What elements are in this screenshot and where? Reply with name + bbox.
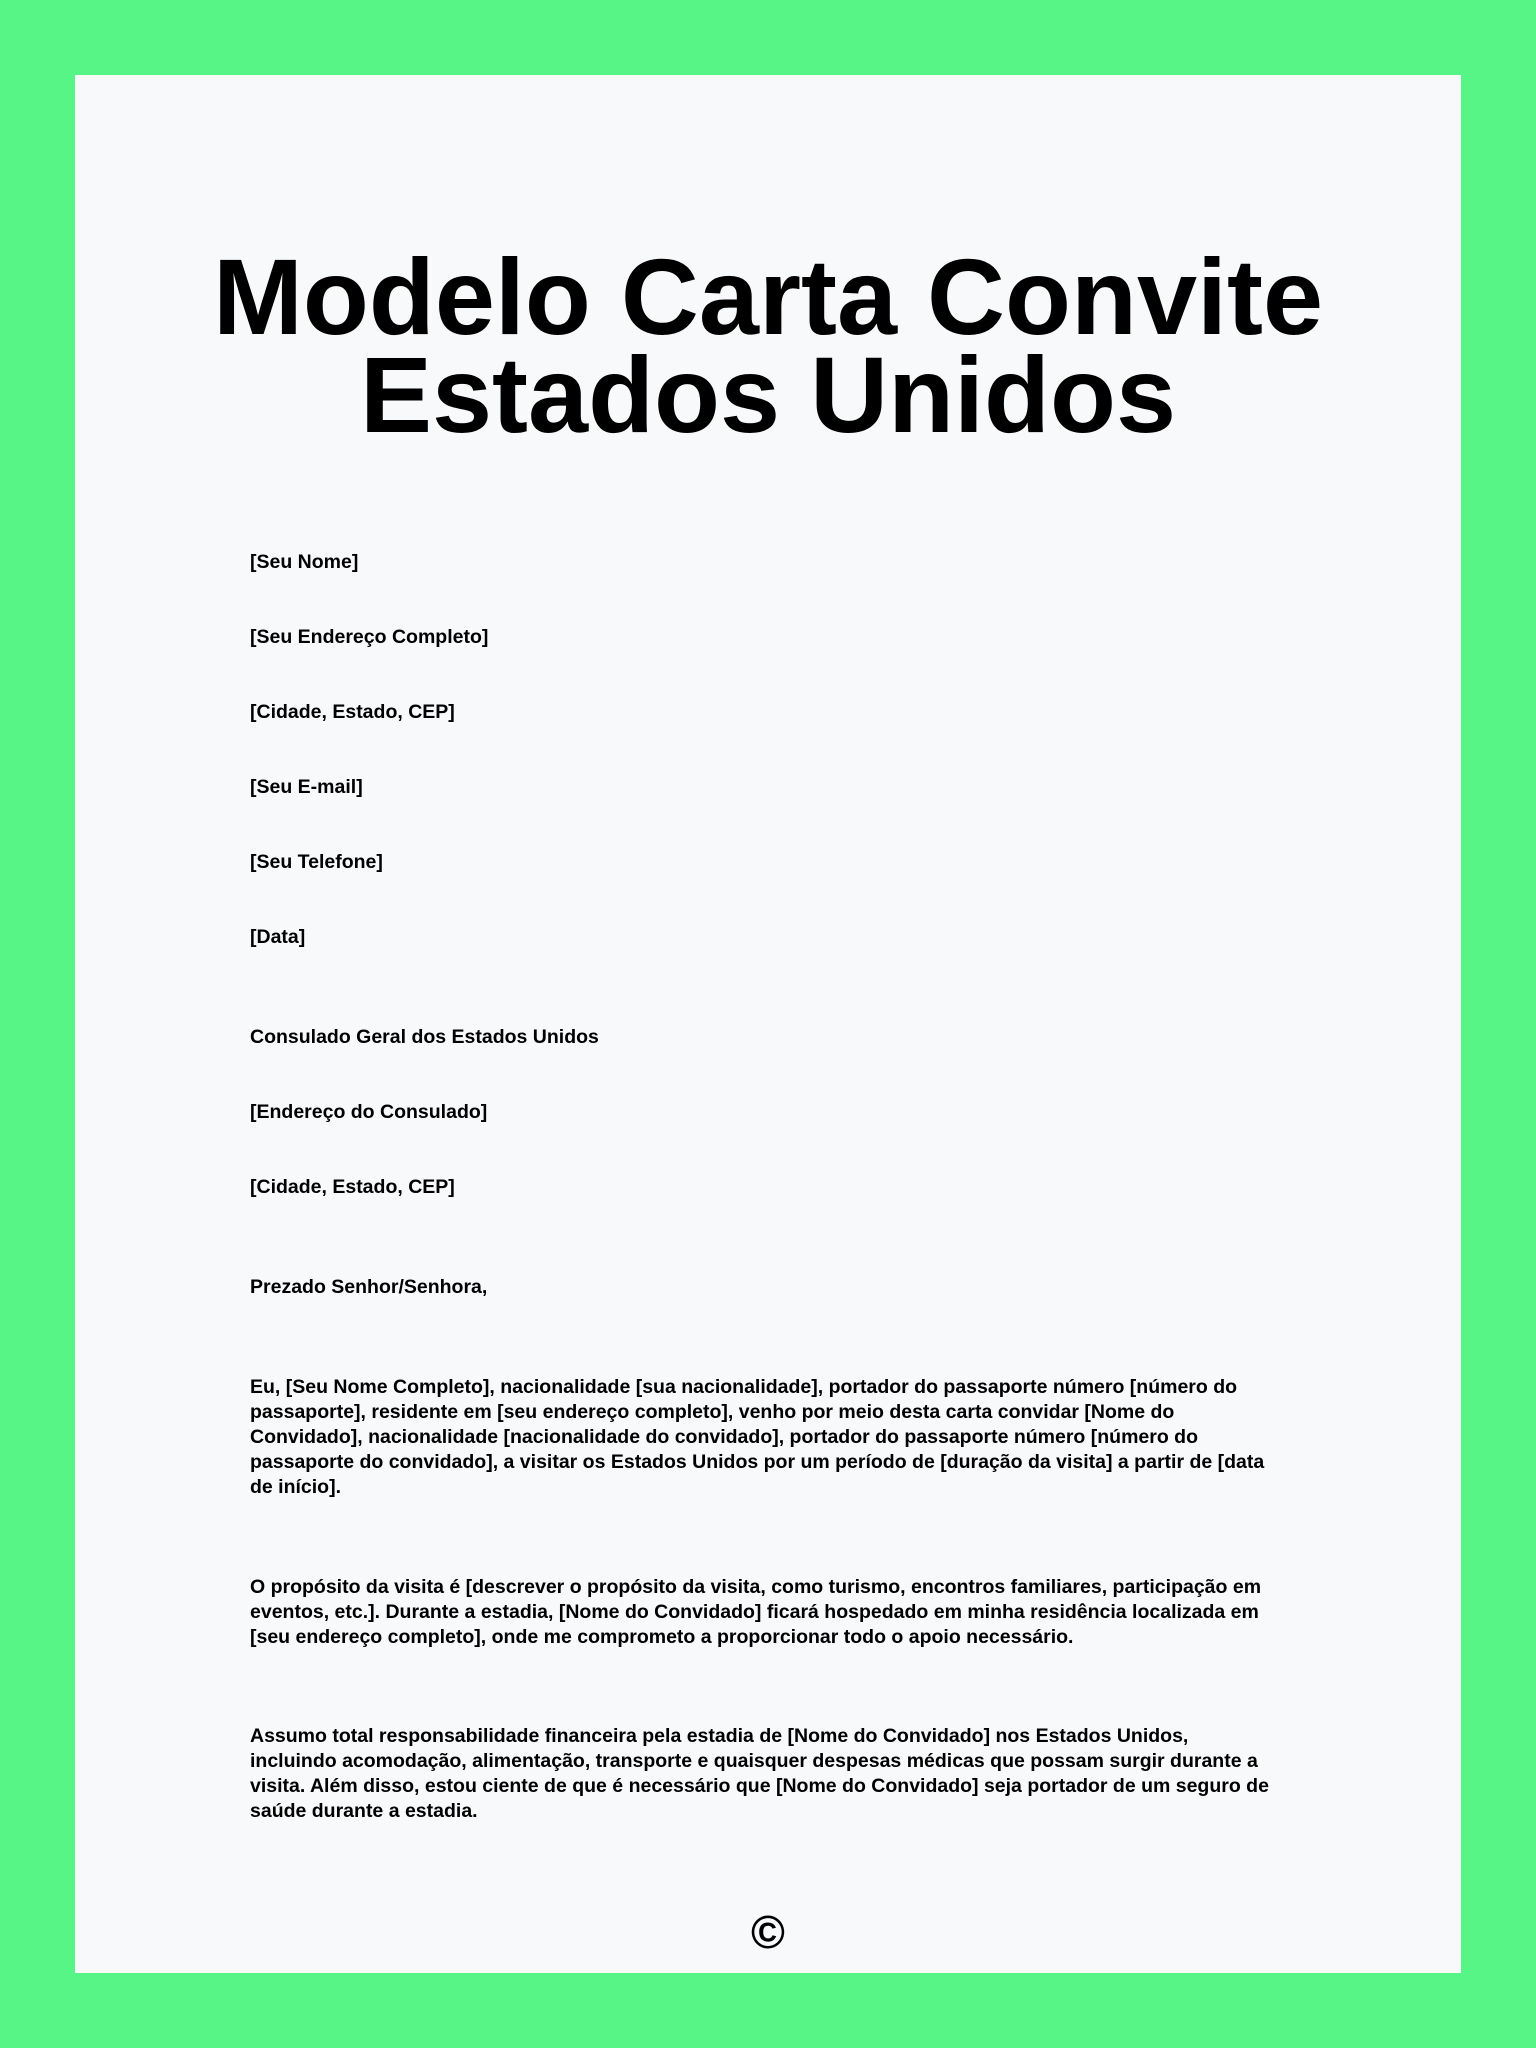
greeting: Prezado Senhor/Senhora, — [250, 1276, 488, 1298]
title-line-1: Modelo Carta Convite — [212, 236, 1324, 357]
recipient-name: Consulado Geral dos Estados Unidos — [250, 1026, 599, 1048]
paragraph-invitation: Eu, [Seu Nome Completo], nacionalidade [sua nacionalidade], portador do passaporte número [número do passaporte], residente em [seu endereço completo], venho por meio desta carta convidar [Nome do Convidado], nacionalidade [nacionalidade do convidado], portador do passaporte número [número do passaporte do convidado], a visitar os Estados Unidos por um período de [duração da visita] a partir de [data de início]. — [250, 1376, 1265, 1498]
sender-phone: [Seu Telefone] — [250, 851, 383, 873]
sender-email: [Seu E-mail] — [250, 776, 363, 798]
paragraph-purpose: O propósito da visita é [descrever o propósito da visita, como turismo, encontros familiares, participação em eventos, etc.]. Durante a estadia, [Nome do Convidado] ficará hospedado em minha residência localizada em [seu endereço completo], onde me comprometo a proporcionar todo o apoio necessário. — [250, 1576, 1262, 1648]
letter-date: [Data] — [250, 926, 306, 948]
recipient-city: [Cidade, Estado, CEP] — [250, 1176, 455, 1198]
sender-city: [Cidade, Estado, CEP] — [250, 701, 455, 723]
copyright-icon: © — [751, 1906, 785, 1958]
recipient-address: [Endereço do Consulado] — [250, 1101, 488, 1123]
document-page — [75, 75, 1461, 1973]
document-title — [75, 236, 1461, 455]
sender-address: [Seu Endereço Completo] — [250, 626, 489, 648]
title-line-2: Estados Unidos — [359, 334, 1177, 455]
paragraph-responsibility: Assumo total responsabilidade financeira pela estadia de [Nome do Convidado] nos Estados Unidos, incluindo acomodação, alimentação, transporte e quaisquer despesas médicas que possam surgir durante a visita. Além disso, estou ciente de que é necessário que [Nome do Convidado] seja portador de um seguro de saúde durante a estadia. — [250, 1725, 1269, 1822]
sender-name: [Seu Nome] — [250, 551, 359, 573]
